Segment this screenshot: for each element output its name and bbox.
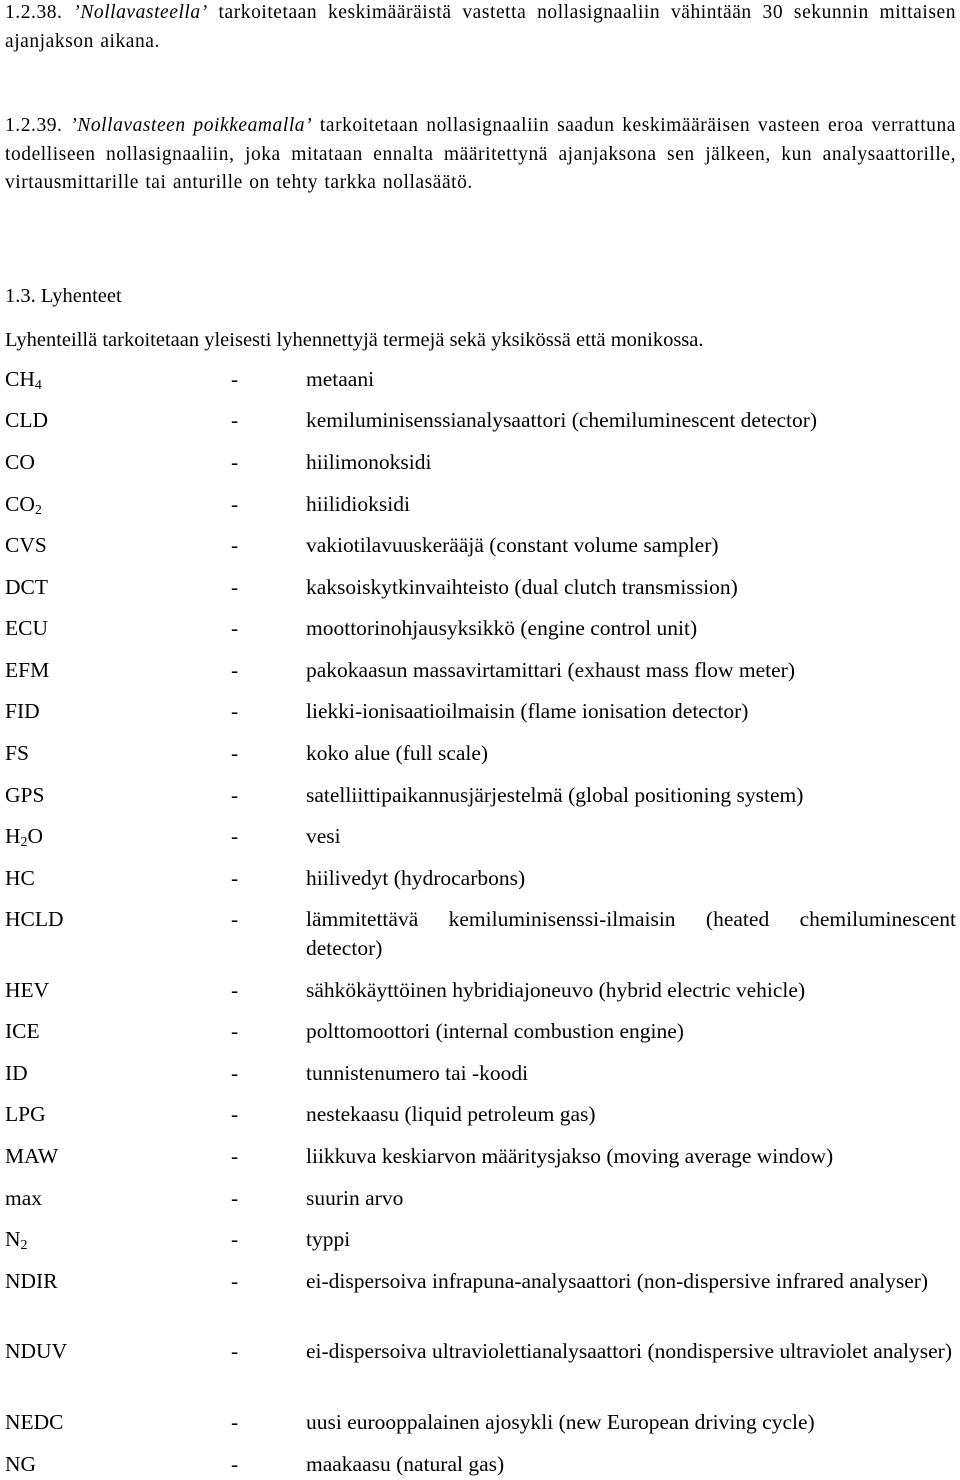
abbreviation-definition: ei-dispersoiva infrapuna-analysaattori (non-dispersive infrared analyser) [306,1269,929,1293]
definition-number: 1.2.39. [5,115,63,136]
section-heading: 1.3. Lyhenteet [5,285,122,307]
abbreviation-definition: vesi [306,824,341,848]
separator-dash: - [231,1186,239,1210]
abbreviation-definition: hiilidioksidi [306,492,410,516]
abbreviation-term [5,573,48,602]
separator-dash: - [231,408,239,432]
abbreviation-term [5,1017,40,1046]
abbreviation-definition: sähkökäyttöinen hybridiajoneuvo (hybrid electric vehicle) [306,978,806,1002]
separator-dash: - [231,367,239,391]
abbreviation-term [5,448,35,477]
abbreviation-definition: ei-dispersoiva ultraviolettianalysaattori (nondispersive ultraviolet analyser) [306,1339,952,1363]
abbreviation-term [5,976,49,1005]
abbreviation-text: CLD [5,408,48,432]
abbreviation-definition: vakiotilavuuskerääjä (constant volume sampler) [306,533,719,557]
abbreviation-term [5,822,43,857]
separator-dash: - [231,824,239,848]
abbreviation-definition: polttomoottori (internal combustion engine) [306,1019,684,1043]
abbreviation-text: NEDC [5,1410,64,1434]
abbreviation-text: ECU [5,616,48,640]
abbreviation-text: NG [5,1452,37,1476]
abbreviation-text: ICE [5,1019,40,1043]
abbreviation-text: ID [5,1061,28,1085]
separator-dash: - [231,978,239,1002]
abbreviation-term [5,905,64,934]
abbreviation-text: HC [5,866,35,890]
definition-term: ’Nollavasteen poikkeamalla’ [70,115,313,136]
separator-dash: - [231,1061,239,1085]
abbreviation-definition: kemiluminisenssianalysaattori (chemiluminescent detector) [306,408,818,432]
abbreviation-term [5,1225,28,1260]
abbreviation-term [5,656,49,685]
abbreviation-term [5,864,35,893]
abbreviation-subscript: 4 [34,378,42,393]
definition-1-2-39 [5,112,956,198]
abbreviation-term [5,1450,36,1479]
separator-dash: - [231,741,239,765]
abbreviation-subscript: 2 [20,1238,28,1253]
section-intro: Lyhenteillä tarkoitetaan yleisesti lyhennettyjä termejä sekä yksikössä että monikossa. [5,329,704,351]
abbreviation-subscript: 2 [34,503,42,518]
abbreviation-definition: maakaasu (natural gas) [306,1452,505,1476]
abbreviation-text: LPG [5,1102,46,1126]
abbreviation-definition: suurin arvo [306,1186,404,1210]
abbreviation-term [5,697,40,726]
abbreviation-term [5,1267,58,1296]
separator-dash: - [231,450,239,474]
separator-dash: - [231,907,239,931]
abbreviation-definition: uusi eurooppalainen ajosykli (new European driving cycle) [306,1410,815,1434]
separator-dash: - [231,1144,239,1168]
abbreviation-definition: hiilivedyt (hydrocarbons) [306,866,526,890]
separator-dash: - [231,866,239,890]
abbreviation-text: HEV [5,978,50,1002]
abbreviation-text: MAW [5,1144,59,1168]
abbreviation-term [5,1408,64,1437]
separator-dash: - [231,1269,239,1293]
abbreviation-term [5,365,42,400]
abbreviation-definition: kaksoiskytkinvaihteisto (dual clutch transmission) [306,575,738,599]
separator-dash: - [231,492,239,516]
separator-dash: - [231,699,239,723]
definition-number: 1.2.38. [5,2,63,23]
abbreviation-text: N [5,1227,21,1251]
abbreviation-term [5,490,42,525]
abbreviation-term [5,614,48,643]
abbreviation-text: NDUV [5,1339,68,1363]
abbreviation-term [5,739,29,768]
separator-dash: - [231,658,239,682]
abbreviation-text: EFM [5,658,50,682]
abbreviation-text: H [5,824,21,848]
abbreviation-term [5,406,48,435]
separator-dash: - [231,575,239,599]
abbreviation-text: GPS [5,783,45,807]
definition-1-2-38 [5,0,956,56]
abbreviation-text: HCLD [5,907,64,931]
abbreviation-text: CO [5,450,35,474]
separator-dash: - [231,1339,239,1363]
definition-text: tarkoitetaan keskimääräistä vastetta nollasignaaliin vähintään 30 sekunnin mittaisen ajanjakson aikana. [5,2,956,52]
abbreviation-text: FID [5,699,40,723]
separator-dash: - [231,616,239,640]
separator-dash: - [231,533,239,557]
abbreviation-definition: hiilimonoksidi [306,450,432,474]
abbreviation-term [5,1184,42,1213]
abbreviation-term [5,781,44,810]
abbreviation-definition: liekki-ionisaatioilmaisin (flame ionisation detector) [306,699,749,723]
separator-dash: - [231,1410,239,1434]
definition-text: tarkoitetaan nollasignaaliin saadun keskimääräisen vasteen eroa verrattuna todelliseen nollasignaaliin, joka mitataan ennalta määritettynä ajanjaksona sen jälkeen, kun analysaattorille, virtausmittarille tai anturille on tehty tarkka nollasäätö. [5,115,956,194]
separator-dash: - [231,1452,239,1476]
abbreviation-subscript: 2 [20,835,28,850]
abbreviation-term [5,531,47,560]
abbreviation-term [5,1337,67,1366]
abbreviation-suffix: O [27,824,44,848]
abbreviation-term [5,1059,28,1088]
abbreviation-definition: moottorinohjausyksikkö (engine control unit) [306,616,698,640]
abbreviation-text: NDIR [5,1269,58,1293]
definition-term: ’Nollavasteella’ [73,2,208,23]
abbreviation-definition: liikkuva keskiarvon määritysjakso (moving average window) [306,1144,834,1168]
abbreviation-term [5,1100,46,1129]
abbreviation-definition: lämmitettävä kemiluminisenssi-ilmaisin (heated chemiluminescent detector) [306,907,956,960]
abbreviation-definition: pakokaasun massavirtamittari (exhaust mass flow meter) [306,658,795,682]
abbreviation-term [5,1142,58,1171]
abbreviation-definition: metaani [306,367,375,391]
abbreviation-definition: satelliittipaikannusjärjestelmä (global positioning system) [306,783,804,807]
separator-dash: - [231,1102,239,1126]
abbreviation-definition: tunnistenumero tai -koodi [306,1061,529,1085]
abbreviation-text: max [5,1186,43,1210]
abbreviation-text: CH [5,367,35,391]
abbreviation-text: CVS [5,533,47,557]
abbreviation-definition: typpi [306,1227,351,1251]
separator-dash: - [231,783,239,807]
separator-dash: - [231,1019,239,1043]
abbreviation-definition: nestekaasu (liquid petroleum gas) [306,1102,596,1126]
separator-dash: - [231,1227,239,1251]
abbreviation-text: CO [5,492,35,516]
abbreviation-text: DCT [5,575,48,599]
abbreviation-text: FS [5,741,29,765]
abbreviation-definition: koko alue (full scale) [306,741,489,765]
